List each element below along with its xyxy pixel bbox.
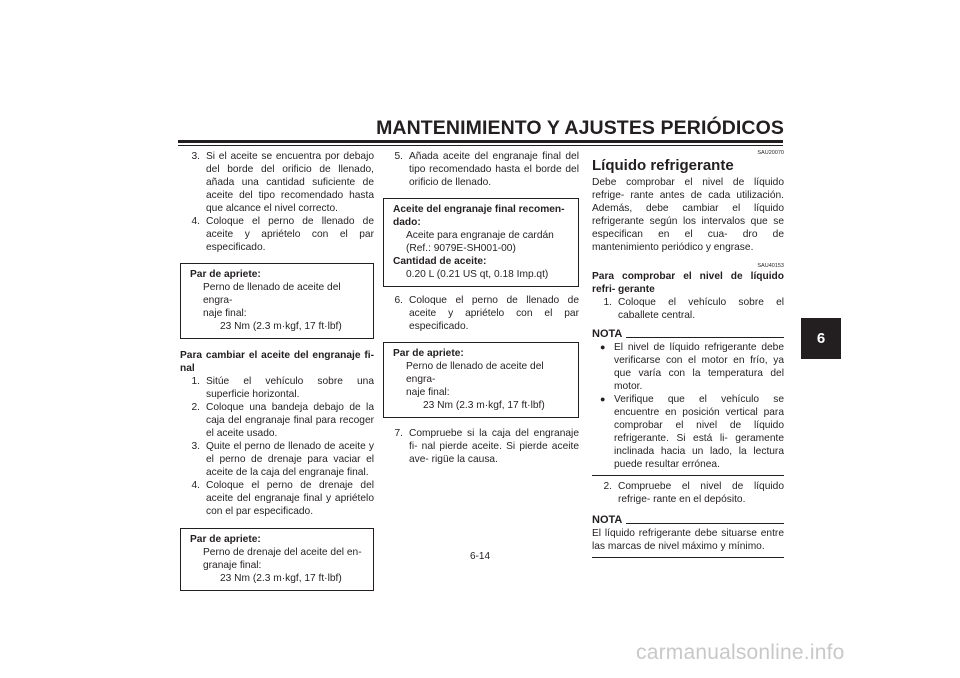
step-item [180, 215, 374, 254]
step-item [383, 150, 579, 189]
note-rule [626, 337, 784, 338]
note-header [592, 328, 784, 341]
column-middle [383, 150, 579, 466]
step-number: 1. [603, 297, 612, 308]
step-text: Coloque el perno de llenado de aceite y apriételo con el par especificado. [206, 216, 374, 253]
step-text: Sitúe el vehículo sobre una superficie horizontal. [206, 376, 374, 400]
step-item [180, 401, 374, 440]
step-text: Añada aceite del engranaje final del tipo recomendado hasta el borde del orificio de llenado. [409, 151, 579, 188]
step-number: 4. [191, 480, 200, 491]
page-number: 6-14 [469, 551, 490, 562]
chapter-tab-label: 6 [816, 330, 826, 347]
spec-line: Aceite para engranaje de cardán [406, 230, 554, 241]
spec-value: 23 Nm (2.3 m·kgf, 17 ft·lbf) [220, 573, 342, 584]
note-end-rule [592, 475, 784, 476]
column-right [592, 150, 784, 560]
subsection-title: Para comprobar el nivel de líquido refri- gerante [592, 271, 784, 295]
header-rule-thick [178, 140, 783, 143]
step-text: Compruebe si la caja del engranaje fi- nal pierde aceite. Si pierde aceite ave- rigüe la causa. [409, 428, 579, 465]
step-item [180, 440, 374, 479]
spec-line: naje final: [203, 308, 247, 319]
step-number: 4. [191, 216, 200, 227]
spec-title: Par de apriete: [190, 534, 261, 545]
step-number: 2. [191, 402, 200, 413]
torque-spec-box [180, 263, 374, 339]
step-text: Quite el perno de llenado de aceite y el perno de drenaje para vaciar el aceite de la caja del engranaje final. [206, 441, 374, 478]
step-item [180, 375, 374, 401]
step-text: Compruebe el nivel de líquido refrige- rante en el depósito. [618, 481, 784, 505]
note-header [592, 514, 784, 527]
page-title: MANTENIMIENTO Y AJUSTES PERIÓDICOS [376, 117, 784, 139]
spec-title: Par de apriete: [393, 348, 464, 359]
spec-title: Cantidad de aceite: [393, 256, 487, 267]
bullet-text: El nivel de líquido refrigerante debe verificarse con el motor en frío, ya que varía con la temperatura del motor. [614, 342, 784, 392]
torque-spec-box [383, 342, 579, 418]
step-item [180, 479, 374, 518]
step-number: 2. [603, 481, 612, 492]
step-item [592, 480, 784, 506]
spec-title: Par de apriete: [190, 269, 261, 280]
spec-line: granaje final: [203, 560, 262, 571]
column-left [180, 150, 374, 591]
step-item [383, 294, 579, 333]
bullet-icon: ● [600, 342, 606, 352]
step-text: Coloque el vehículo sobre el caballete central. [618, 297, 784, 321]
step-number: 1. [191, 376, 200, 387]
spec-value: 23 Nm (2.3 m·kgf, 17 ft·lbf) [220, 321, 342, 332]
note-rule [626, 523, 784, 524]
reference-code: SAU40153 [757, 263, 784, 269]
note-text: El líquido refrigerante debe situarse entre las marcas de nivel máximo y mínimo. [592, 528, 784, 552]
chapter-tab [801, 318, 841, 359]
step-text: Coloque el perno de llenado de aceite y apriételo con el par especificado. [409, 295, 579, 332]
note-bullet [592, 393, 784, 471]
spec-line: Perno de llenado de aceite del engra- [203, 282, 341, 306]
spec-line: Perno de drenaje del aceite del en- [203, 547, 362, 558]
step-item [180, 150, 374, 215]
step-number: 3. [191, 151, 200, 162]
step-text: Coloque una bandeja debajo de la caja del engranaje final para recoger el aceite usado. [206, 402, 374, 439]
step-item [592, 296, 784, 322]
note-label: NOTA [592, 328, 623, 340]
reference-code: SAU20070 [757, 150, 784, 156]
section-title: Para cambiar el aceite del engranaje fi- nal [180, 350, 374, 374]
spec-line: Perno de llenado de aceite del engra- [406, 361, 544, 385]
bullet-icon: ● [600, 394, 606, 404]
bullet-text: Verifique que el vehículo se encuentre en posición vertical para comprobar el nivel de líquido refrigerante. Si está li- geramente inclinada hacia un lado, la lectura puede resultar errónea. [614, 394, 784, 470]
spec-value: 0.20 L (0.21 US qt, 0.18 Imp.qt) [406, 269, 549, 280]
note-label: NOTA [592, 514, 623, 526]
oil-spec-box [383, 198, 579, 287]
watermark: carmanualsonline.info [636, 641, 845, 664]
spec-line: naje final: [406, 387, 450, 398]
step-number: 3. [191, 441, 200, 452]
paragraph: Debe comprobar el nivel de líquido refrige- rante antes de cada utilización. Además, debe cambiar el líquido refrigerante según los intervalos que se especifican en el cua- dro de mantenimiento periódico y engrase. [592, 177, 784, 253]
spec-title: dado: [393, 217, 421, 228]
step-text: Si el aceite se encuentra por debajo del borde del orificio de llenado, añada una cantidad suficiente de aceite del tipo recomendado hasta que alcance el nivel correcto. [206, 151, 374, 214]
spec-line: (Ref.: 9079E-SH001-00) [406, 243, 516, 254]
spec-title: Aceite del engranaje final recomen- [393, 204, 565, 215]
step-number: 7. [394, 428, 403, 439]
step-number: 5. [394, 151, 403, 162]
header-rule-thin [178, 145, 783, 146]
step-text: Coloque el perno de drenaje del aceite del engranaje final y apriételo con el par especificado. [206, 480, 374, 517]
step-number: 6. [394, 295, 403, 306]
section-heading: Líquido refrigerante [592, 157, 734, 174]
spec-value: 23 Nm (2.3 m·kgf, 17 ft·lbf) [423, 400, 545, 411]
note-bullet [592, 341, 784, 393]
step-item [383, 427, 579, 466]
